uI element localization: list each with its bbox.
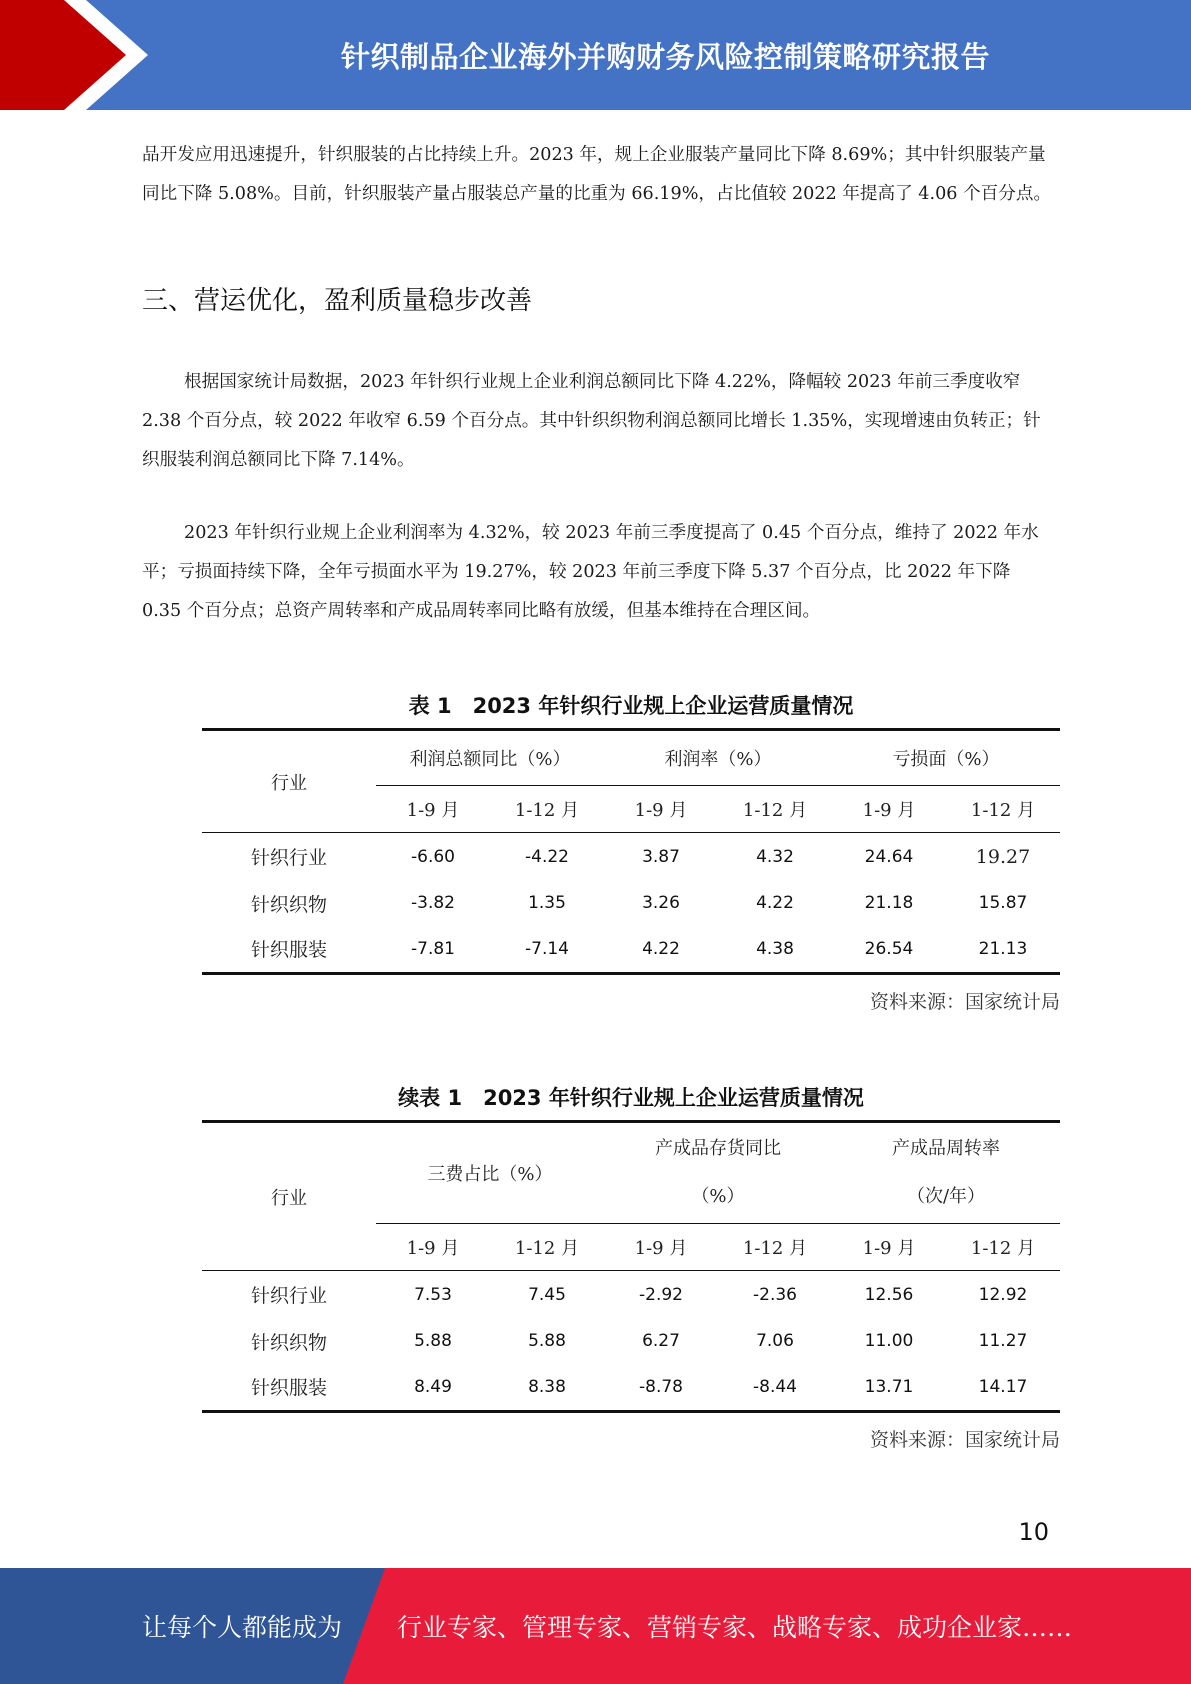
table1-group-header: 利润总额同比（%） (376, 730, 604, 786)
page-number: 10 (1018, 1518, 1049, 1546)
paragraph-profit (142, 363, 1052, 480)
section-heading: 三、营运优化，盈利质量稳步改善 (142, 286, 533, 316)
table-cell: 3.26 (642, 893, 680, 913)
table-cell: 24.64 (864, 846, 914, 867)
footer-slogan-left: 让每个人都能成为 (142, 1613, 343, 1642)
table1-row-header: 行业 (202, 730, 376, 833)
table-cell: 5.88 (528, 1331, 566, 1351)
table-cell: 21.13 (946, 926, 1060, 974)
table2-subheader: 1-12 月 (490, 1224, 604, 1271)
row-name: 针织服装 (202, 926, 376, 974)
table-cell: 26.54 (832, 926, 946, 974)
table2-source: 资料来源：国家统计局 (869, 1429, 1060, 1451)
table2-group-unit: （次/年） (906, 1186, 986, 1207)
table-cell: -6.60 (411, 846, 455, 867)
row-name: 针织行业 (250, 847, 327, 870)
table1-group-header: 亏损面（%） (832, 730, 1060, 786)
footer-slogan-right: 行业专家、管理专家、营销专家、战略专家、成功企业家…… (397, 1613, 1073, 1642)
table-cell: 4.38 (718, 926, 832, 974)
table-cell: 7.06 (756, 1331, 794, 1351)
table2-subheader: 1-9 月 (376, 1224, 490, 1271)
table2-group-label: 三费占比（%） (427, 1164, 553, 1185)
table2-group-header (832, 1122, 1060, 1224)
page-header (0, 0, 1191, 110)
table1-source: 资料来源：国家统计局 (869, 991, 1060, 1013)
table-row (202, 1364, 1060, 1412)
paragraph-profit-text: 根据国家统计局数据，2023 年针织行业规上企业利润总额同比下降 4.22%，降幅较 2023 年前三季度收窄 2.38 个百分点，较 2022 年收窄 6.59 个百分点。其中针织织物利润总额同比增长 1.35%，实现增速由负转正；针织服装利润总额同比下降 7.14%。 (142, 372, 1041, 470)
table2-caption: 续表 1 2023 年针织行业规上企业运营质量情况 (398, 1086, 864, 1110)
table-cell: 4.22 (604, 926, 718, 974)
table1-caption: 表 1 2023 年针织行业规上企业运营质量情况 (408, 694, 854, 718)
table2-group-label: 产成品存货同比 (655, 1138, 781, 1159)
table2-group-label: 产成品周转率 (892, 1138, 1000, 1159)
table-row (202, 1271, 1060, 1319)
table-cell: -2.36 (753, 1284, 797, 1305)
report-title: 针织制品企业海外并购财务风险控制策略研究报告 (340, 39, 990, 74)
table1-subheader: 1-9 月 (832, 786, 946, 833)
table-cell: -8.44 (718, 1364, 832, 1412)
table-cell: -3.82 (411, 893, 455, 913)
table-cell: 12.92 (978, 1284, 1028, 1305)
table-cell: 21.18 (864, 893, 914, 913)
table-cell: 3.87 (642, 846, 680, 867)
table-row (202, 1319, 1060, 1364)
table1-group-header: 利润率（%） (604, 730, 832, 786)
table-row (202, 833, 1060, 881)
table2-group-header (376, 1122, 604, 1224)
table-cell: 4.22 (756, 893, 794, 913)
page-footer (0, 1568, 1191, 1684)
table2-group-unit: （%） (691, 1186, 745, 1207)
table2-subheader: 1-12 月 (946, 1224, 1060, 1271)
table-cell: 7.45 (528, 1284, 566, 1305)
table1-subheader: 1-9 月 (604, 786, 718, 833)
table2-group-header (604, 1122, 832, 1224)
table-cell: 8.38 (490, 1364, 604, 1412)
table2-row-header: 行业 (202, 1122, 376, 1271)
table-cell: 4.32 (756, 846, 794, 867)
table-row (202, 881, 1060, 926)
table-cell: 12.56 (864, 1284, 914, 1305)
table1-subheader: 1-9 月 (376, 786, 490, 833)
table1-subheader: 1-12 月 (946, 786, 1060, 833)
table-cell: 11.27 (978, 1331, 1028, 1351)
table-cell: 13.71 (832, 1364, 946, 1412)
table1-subheader: 1-12 月 (718, 786, 832, 833)
table-cell: -7.14 (490, 926, 604, 974)
table-row (202, 926, 1060, 974)
table1-subheader: 1-12 月 (490, 786, 604, 833)
paragraph-margin (142, 514, 1052, 631)
row-name: 针织行业 (250, 1285, 327, 1308)
table-cell: 7.53 (414, 1284, 452, 1305)
table-cell: -8.78 (604, 1364, 718, 1412)
paragraph-intro: 品开发应用迅速提升，针织服装的占比持续上升。2023 年，规上企业服装产量同比下降 8.69%；其中针织服装产量同比下降 5.08%。目前，针织服装产量占服装总产量的比重为 66.19%，占比值较 2022 年提高了 4.06 个百分点。 (142, 145, 1052, 204)
row-name: 针织织物 (250, 1331, 327, 1354)
table-cell: -2.92 (639, 1284, 683, 1305)
row-name: 针织织物 (250, 893, 327, 916)
table2 (202, 1120, 1060, 1413)
table2-subheader: 1-9 月 (832, 1224, 946, 1271)
table-cell: 14.17 (946, 1364, 1060, 1412)
table-cell: 1.35 (528, 893, 566, 913)
paragraph-margin-text: 2023 年针织行业规上企业利润率为 4.32%，较 2023 年前三季度提高了 0.45 个百分点，维持了 2022 年水平；亏损面持续下降，全年亏损面水平为 19.27%，较 2023 年前三季度下降 5.37 个百分点，比 2022 年下降 0.35 个百分点；总资产周转率和产成品周转率同比略有放缓，但基本维持在合理区间。 (142, 523, 1039, 621)
table-cell: -4.22 (525, 846, 569, 867)
table-cell: -7.81 (376, 926, 490, 974)
table2-subheader: 1-12 月 (718, 1224, 832, 1271)
table-cell: 8.49 (376, 1364, 490, 1412)
table1 (202, 728, 1060, 975)
table2-subheader: 1-9 月 (604, 1224, 718, 1271)
table-cell: 11.00 (864, 1331, 914, 1351)
row-name: 针织服装 (202, 1364, 376, 1412)
table-cell: 5.88 (414, 1331, 452, 1351)
table-cell: 15.87 (978, 893, 1028, 913)
table-cell: 19.27 (975, 845, 1031, 868)
table-cell: 6.27 (642, 1331, 680, 1351)
